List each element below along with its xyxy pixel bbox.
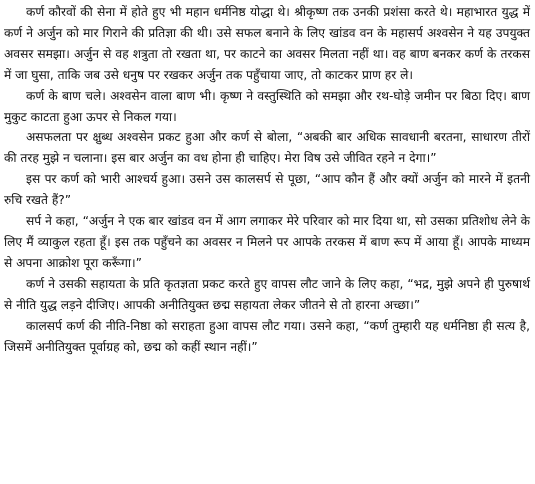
paragraph-arrow-fired: कर्ण के बाण चले। अश्वसेन वाला बाण भी। कृष्ण ने वस्तुस्थिति को समझा और रथ-घोड़े जमीन पर बिठा दिए। बाण मुकुट काटता हुआ ऊपर से निकल गया।	[4, 88, 530, 124]
paragraph-serpent-appears: असफलता पर क्षुब्ध अश्वसेन प्रकट हुआ और कर्ण से बोला, “अबकी बार अधिक सावधानी बरतना, साधारण तीरों की तरह मुझे न चलाना। इस बार अर्जुन का वध होना ही चाहिए। मेरा विष उसे जीवित रहने न देगा।”	[4, 130, 530, 166]
paragraph-serpent-praise: कालसर्प कर्ण की नीति-निष्ठा को सराहता हुआ वापस लौट गया। उसने कहा, “कर्ण तुम्हारी यह धर्मनिष्ठा ही सत्य है, जिसमें अनीतियुक्त पूर्वाग्रह को, छद्म को कहीं स्थान नहीं।”	[4, 318, 530, 354]
story-page	[4, 2, 530, 482]
paragraph-karna-question: इस पर कर्ण को भारी आश्चर्य हुआ। उसने उस कालसर्प से पूछा, “आप कौन हैं और क्यों अर्जुन को मारने में इतनी रुचि रखते हैं?”	[4, 172, 530, 208]
paragraph-karna-intro: कर्ण कौरवों की सेना में होते हुए भी महान धर्मनिष्ठ योद्धा थे। श्रीकृष्ण तक उनकी प्रशंसा करते थे। महाभारत युद्ध में कर्ण ने अर्जुन को मार गिराने की प्रतिज्ञा की थी। उसे सफल बनाने के लिए खांडव वन के महासर्प अश्वसेन ने यह उपयुक्त अवसर समझा। अर्जुन से वह शत्रुता तो रखता था, पर काटने का अवसर मिलता नहीं था। वह बाण बनकर कर्ण के तरकस में जा घुसा, ताकि जब उसे धनुष पर रखकर अर्जुन तक पहुँचाया जाए, तो काटकर प्राण हर ले।	[4, 5, 530, 82]
paragraph-karna-refusal: कर्ण ने उसकी सहायता के प्रति कृतज्ञता प्रकट करते हुए वापस लौट जाने के लिए कहा, “भद्र, मुझे अपने ही पुरुषार्थ से नीति युद्ध लड़ने दीजिए। आपकी अनीतियुक्त छद्म सहायता लेकर जीतने से तो हारना अच्छा।”	[4, 276, 530, 312]
paragraph-serpent-reply: सर्प ने कहा, “अर्जुन ने एक बार खांडव वन में आग लगाकर मेरे परिवार को मार दिया था, सो उसका प्रतिशोध लेने के लिए मैं व्याकुल रहता हूँ। इस तक पहुँचने का अवसर न मिलने पर आपके तरकस में बाण रूप में आया हूँ। आपके माध्यम से अपना आक्रोश पूरा करूँगा।”	[4, 214, 530, 270]
